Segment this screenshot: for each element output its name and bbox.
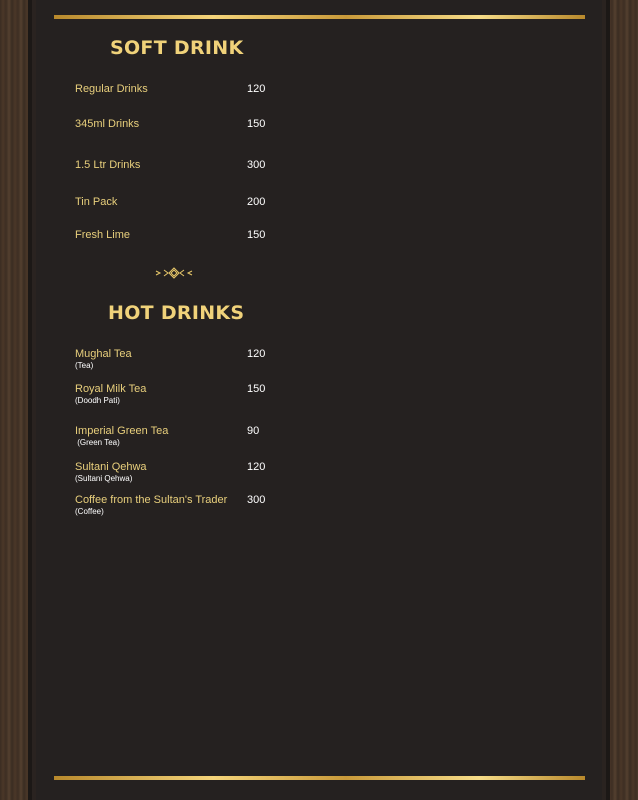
wood-frame-right <box>606 0 638 800</box>
item-name: Royal Milk Tea <box>75 383 147 395</box>
item-name: Coffee from the Sultan's Trader <box>75 494 228 506</box>
menu-item <box>75 425 295 448</box>
item-price: 200 <box>247 196 266 208</box>
item-price: 300 <box>247 159 266 171</box>
item-name: Fresh Lime <box>75 229 131 241</box>
gold-border-top <box>54 15 585 19</box>
item-subtitle: (Tea) <box>75 361 94 370</box>
item-name: Tin Pack <box>75 196 118 208</box>
item-price: 150 <box>247 383 266 395</box>
item-price: 120 <box>247 461 266 473</box>
ornament-divider-icon <box>58 266 290 280</box>
item-subtitle: (Green Tea) <box>75 438 120 447</box>
item-price: 300 <box>247 494 266 506</box>
hot-drinks-title: HOT DRINKS <box>108 302 245 324</box>
item-name: 345ml Drinks <box>75 118 140 130</box>
item-name: Mughal Tea <box>75 348 132 360</box>
soft-drinks-title: SOFT DRINK <box>110 37 244 59</box>
item-subtitle: (Coffee) <box>75 507 104 516</box>
item-price: 150 <box>247 229 266 241</box>
item-name: 1.5 Ltr Drinks <box>75 159 141 171</box>
item-name: Sultani Qehwa <box>75 461 147 473</box>
item-price: 120 <box>247 83 266 95</box>
item-subtitle: (Doodh Pati) <box>75 396 120 405</box>
item-subtitle: (Sultani Qehwa) <box>75 474 133 483</box>
item-price: 120 <box>247 348 266 360</box>
wood-frame-left <box>0 0 32 800</box>
item-name: Imperial Green Tea <box>75 425 169 437</box>
item-price: 150 <box>247 118 266 130</box>
item-name: Regular Drinks <box>75 83 148 95</box>
gold-border-bottom <box>54 776 585 780</box>
item-price: 90 <box>247 425 260 437</box>
